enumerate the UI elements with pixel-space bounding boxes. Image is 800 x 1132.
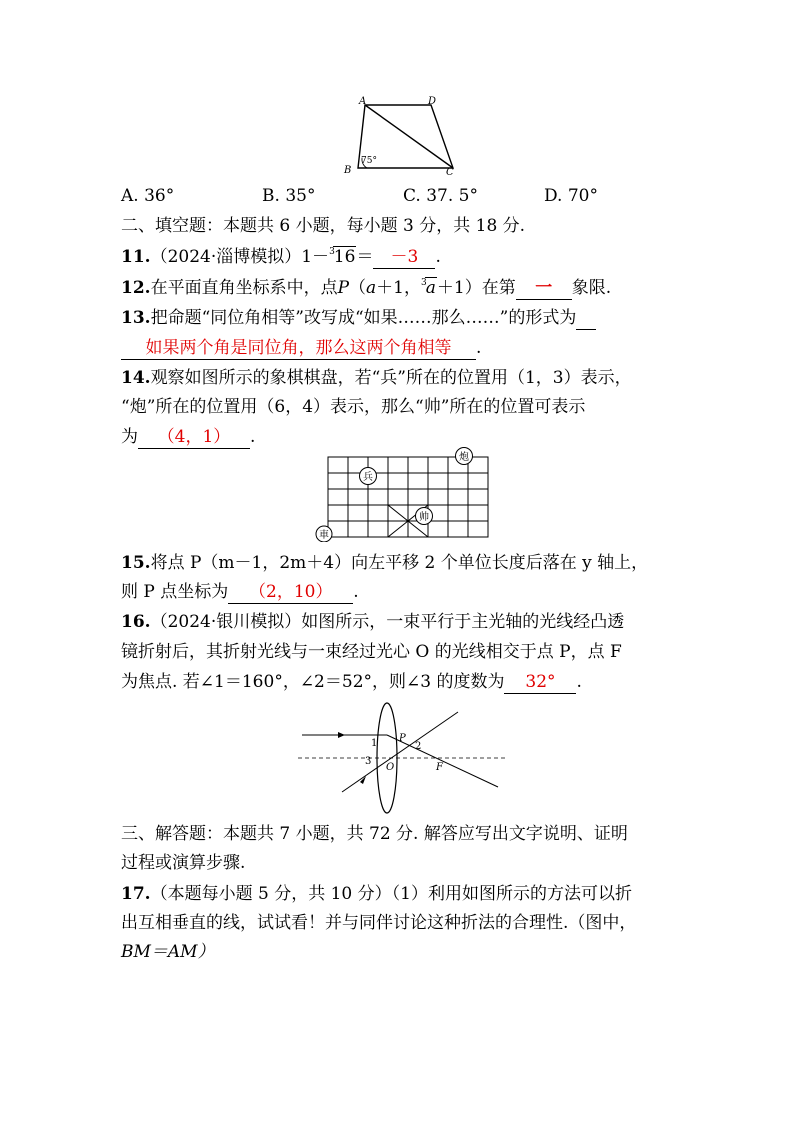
question-13-line-1: 13.把命题“同位角相等”改写成“如果……那么……”的形式为 <box>121 306 596 330</box>
vertex-a: A <box>359 96 367 107</box>
svg-text:帅: 帅 <box>419 512 429 523</box>
question-15-line-2: 则 P 点坐标为 （2，10） . <box>121 582 359 602</box>
svg-text:兵: 兵 <box>363 472 373 483</box>
question-14-line-1: 14.观察如图所示的象棋棋盘，若“兵”所在的位置用（1，3）表示， <box>121 368 632 388</box>
choice-b: B. 35° <box>262 186 316 206</box>
answer-12[interactable]: 一 <box>516 277 572 300</box>
svg-text:車: 車 <box>319 530 329 541</box>
lens-label-2: 2 <box>415 741 422 752</box>
lens-label-f: F <box>436 762 443 773</box>
question-17-line-1: 17.（本题每小题 5 分，共 10 分）（1）利用如图所示的方法可以折 <box>121 884 632 904</box>
lens-label-3: 3 <box>365 756 372 767</box>
answer-16[interactable]: 32° <box>504 671 576 694</box>
piece-ju <box>316 526 332 542</box>
answer-14[interactable]: （4，1） <box>138 426 250 449</box>
choice-a: A. 36° <box>121 186 175 206</box>
answer-15[interactable]: （2，10） <box>228 581 353 604</box>
piece-bing <box>360 468 377 485</box>
question-17-line-2: 出互相垂直的线，试试看！并与同伴讨论这种折法的合理性.（图中， <box>121 913 637 933</box>
question-15-line-1: 15.将点 P（m－1，2m＋4）向左平移 2 个单位长度后落在 y 轴上， <box>121 553 649 573</box>
piece-pao <box>456 448 473 465</box>
question-14-line-2: “炮”所在的位置用（6，4）表示，那么“帅”所在的位置可表示 <box>121 397 586 417</box>
question-17-line-3: BM＝AM） <box>121 942 215 962</box>
question-16-line-1: 16.（2024·银川模拟）如图所示，一束平行于主光轴的光线经凸透 <box>121 612 625 632</box>
question-12: 12.在平面直角坐标系中，点P（a＋1，$^3$a＋1）在第 一 象限. <box>121 278 612 298</box>
angle-label: 75° <box>361 156 377 166</box>
svg-text:炮: 炮 <box>459 452 469 463</box>
section-3-line-1: 三、解答题：本题共 7 小题，共 72 分. 解答应写出文字说明、证明 <box>121 824 628 844</box>
lens-figure <box>298 700 508 815</box>
choice-c: C. 37. 5° <box>403 186 478 206</box>
vertex-b: B <box>344 165 352 176</box>
choice-d: D. 70° <box>544 186 598 206</box>
trapezoid-figure <box>335 96 465 178</box>
question-13-line-2: 如果两个角是同位角，那么这两个角相等 . <box>121 336 481 360</box>
lens-label-p: P <box>399 733 406 744</box>
question-16-line-3: 为焦点. 若∠1＝160°，∠2＝52°，则∠3 的度数为 32° . <box>121 672 582 692</box>
piece-shuai <box>416 508 433 525</box>
question-16-line-2: 镜折射后，其折射光线与一束经过光心 O 的光线相交于点 P，点 F <box>121 642 622 662</box>
lens-label-1: 1 <box>371 738 378 749</box>
section-3-line-2: 过程或演算步骤. <box>121 853 246 873</box>
vertex-c: C <box>446 167 454 178</box>
question-11: 11.（2024·淄博模拟）1－$^3$16＝ －3 . <box>121 247 441 267</box>
answer-11[interactable]: －3 <box>373 246 435 269</box>
section-2-heading: 二、填空题：本题共 6 小题，每小题 3 分，共 18 分. <box>121 216 526 236</box>
question-14-line-3: 为 （4，1） . <box>121 427 256 447</box>
vertex-d: D <box>428 96 437 107</box>
lens-label-o: O <box>386 762 395 773</box>
answer-13[interactable]: 如果两个角是同位角，那么这两个角相等 <box>121 337 476 360</box>
chess-board <box>312 446 492 542</box>
